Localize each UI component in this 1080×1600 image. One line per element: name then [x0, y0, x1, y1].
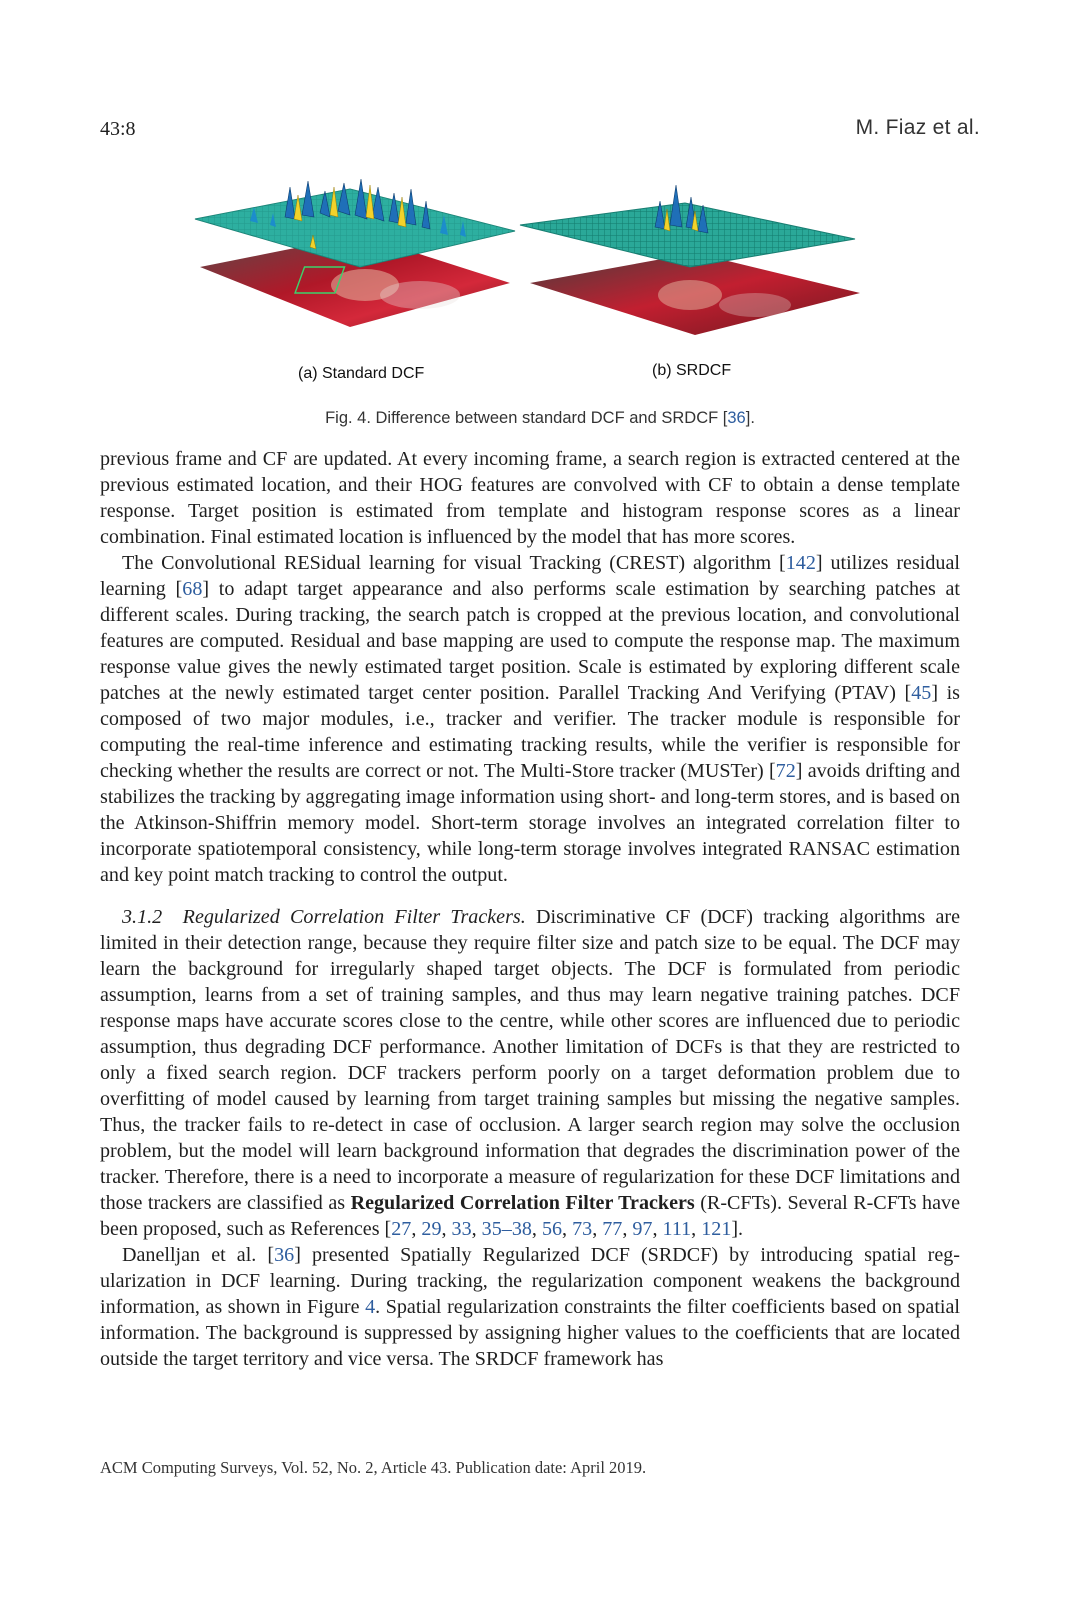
- citation-link[interactable]: 36: [727, 409, 746, 427]
- figure-link[interactable]: 4: [365, 1296, 376, 1318]
- page-footer: ACM Computing Surveys, Vol. 52, No. 2, Article 43. Publication date: April 2019.: [100, 1458, 647, 1477]
- paragraph: The Convolutional RESidual learning for visual Tracking (CREST) algorithm [142] utilizes residual learning [68] to adapt target appearance and also performs scale estimation by searching patches at different scales. During tracking, the search patch is cropped at the previous location, and convolutional features are computed. Residual and base mapping are used to compute the response map. The maximum response value gives the newly estimated target position. Scale is estimated by exploring different scale patches at the newly estimated target center position. Parallel Tracking And Verifying (PTAV) [45] is composed of two major modules, i.e., tracker and verifier. The tracker module is responsible for computing the real-time inference and estimating tracking results, while the verifier is responsible for checking whether the results are correct or not. The Multi-Store tracker (MUSTer) [72] avoids drifting and stabilizes the tracking by aggregating image information using short- and long-term stores, and is based on the Atkinson-Shiffrin memory model. Short-term storage involves an integrated correlation filter to incorporate spatiotemporal consistency, while long-term storage involves integrated RANSAC estimation and key point match tracking to control the output.: [100, 552, 960, 886]
- citation-link[interactable]: 142: [785, 552, 816, 574]
- reference-list: 27, 29, 33, 35–38, 56, 73, 77, 97, 111, 121: [391, 1218, 732, 1240]
- citation-link[interactable]: 29: [421, 1218, 442, 1240]
- section-number: 3.1.2: [122, 906, 163, 928]
- citation-link[interactable]: 45: [911, 682, 932, 704]
- citation-link[interactable]: 35–38: [481, 1218, 532, 1240]
- figure-4-graphic: [190, 175, 890, 400]
- section-title: Regularized Correlation Filter Trackers.: [182, 906, 526, 928]
- section-paragraph: 3.1.2 Regularized Correlation Filter Trackers. Discriminative CF (DCF) tracking algorithms are limited in their detection range, because they require filter size and patch size to be equal. The DCF may learn the background for irregularly shaped target objects. The DCF is formulated from periodic assumption, learns from a set of training samples, and thus may learn negative training patches. DCF response maps have accurate scores close to the centre, while other scores are influenced due to periodic assumption, thus degrading DCF performance. Another limitation of DCFs is that they are restricted to only a fixed search region. DCF trackers perform poorly on a target deformation problem due to overfitting of model caused by learning from target training samples but missing the negative samples. Thus, the tracker fails to re-detect in case of occlusion. A larger search region may solve the occlusion problem, but the model will learn background information that degrades the discrimination power of the tracker. Therefore, there is a need to incorporate a measure of regularization for these DCF limitations and those trackers are classified as Regularized Correlation Filter Trackers (R-CFTs). Several R-CFTs have been proposed, such as References [27, 29, 33, 35–38, 56, 73, 77, 97, 111, 121].: [100, 906, 960, 1240]
- body-text: [100, 446, 960, 1372]
- citation-link[interactable]: 77: [602, 1218, 623, 1240]
- page-number: 43:8: [100, 118, 136, 140]
- citation-link[interactable]: 56: [541, 1218, 563, 1240]
- citation-link[interactable]: 121: [701, 1218, 732, 1240]
- citation-link[interactable]: 33: [451, 1218, 472, 1240]
- paragraph: previous frame and CF are updated. At every incoming frame, a search region is extracted centered at the previous estimated location, and their HOG features are convolved with CF to obtain a dense template response. Target position is estimated from template and histogram response scores as a linear combination. Final estimated location is influenced by the model that has more scores.: [100, 448, 960, 548]
- citation-link[interactable]: 72: [775, 760, 796, 782]
- citation-link[interactable]: 68: [182, 578, 203, 600]
- paragraph: Danelljan et al. [36] presented Spatially Regularized DCF (SRDCF) by introducing spatial regularization in DCF learning. During tracking, the regularization component weakens the background information, as shown in Figure 4. Spatial regularization constraints the filter coefficients based on spatial information. The background is suppressed by assigning higher values to the coefficients that are located outside the target territory and vice versa. The SRDCF framework has: [100, 1244, 960, 1370]
- citation-link[interactable]: 36: [274, 1244, 295, 1266]
- citation-link[interactable]: 73: [572, 1218, 593, 1240]
- running-header-authors: M. Fiaz et al.: [855, 116, 980, 139]
- citation-link[interactable]: 111: [662, 1218, 692, 1240]
- panel-b-label: (b) SRDCF: [652, 362, 732, 379]
- figure-caption: Fig. 4. Difference between standard DCF and SRDCF [36].: [325, 409, 755, 427]
- panel-a-label: (a) Standard DCF: [298, 365, 425, 382]
- citation-link[interactable]: 27: [391, 1218, 412, 1240]
- bold-term: Regularized Correlation Filter Trackers: [350, 1192, 695, 1214]
- figure-4: [190, 175, 890, 400]
- panel-b-response-surface: [520, 185, 855, 267]
- panel-a-response-surface: [195, 179, 515, 267]
- citation-link[interactable]: 97: [632, 1218, 653, 1240]
